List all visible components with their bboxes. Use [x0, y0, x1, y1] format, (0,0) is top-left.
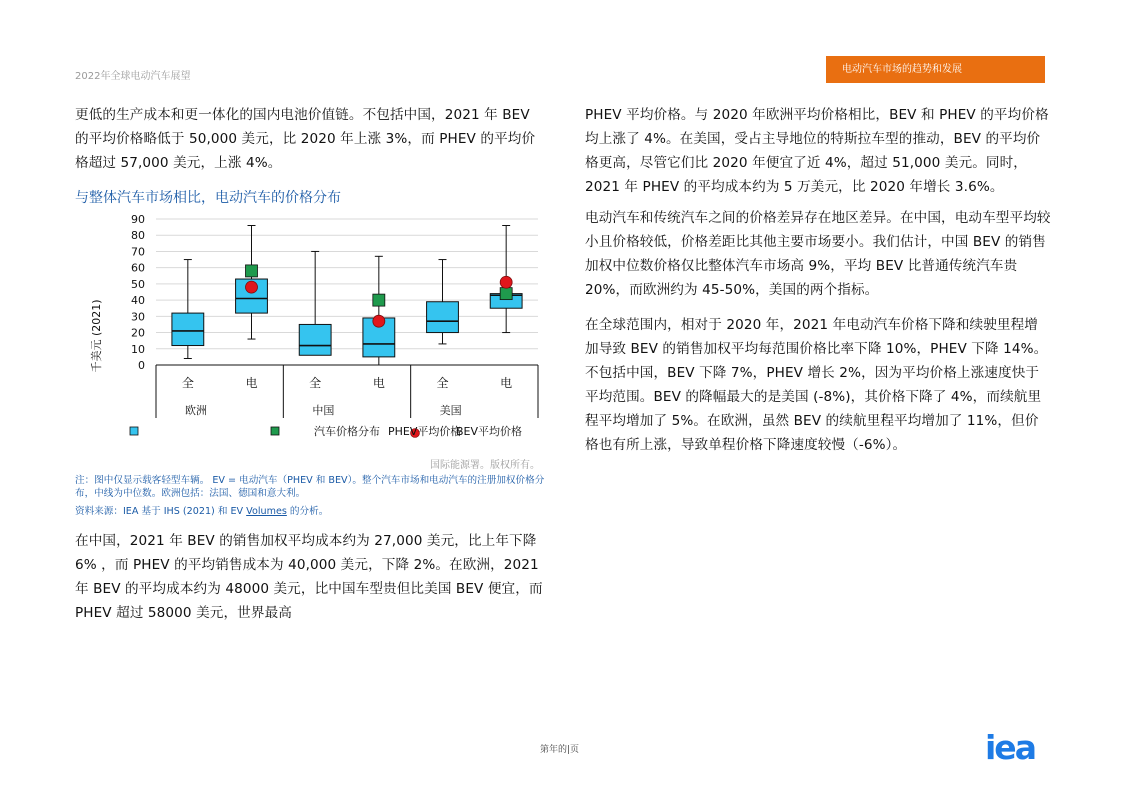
box-series	[172, 225, 522, 365]
y-tick-label: 90	[131, 213, 145, 226]
phev-average-marker	[373, 294, 385, 306]
y-axis-ticks	[131, 213, 145, 372]
legend-label: 汽车价格分布	[314, 425, 380, 438]
x-category-label: 全	[309, 376, 322, 390]
box-0	[172, 260, 204, 359]
x-category-label: 全	[436, 376, 449, 390]
iea-logo: iea	[985, 728, 1035, 767]
x-category-label: 电	[500, 376, 513, 390]
source-suffix: 的分析。	[286, 506, 329, 517]
running-title: 2022年全球电动汽车展望	[75, 71, 191, 82]
chart-gridlines	[156, 219, 538, 349]
figure-title: 与整体汽车市场相比，电动汽车的价格分布	[75, 190, 341, 206]
y-tick-label: 20	[131, 326, 145, 340]
price-distribution-chart	[75, 208, 545, 458]
phev-average-marker	[246, 265, 258, 277]
box-body	[172, 313, 204, 345]
page-number: 第年的|页	[540, 745, 580, 755]
y-tick-label: 0	[138, 359, 145, 372]
legend-square-swatch	[271, 427, 279, 435]
body-paragraph: 在全球范围内，相对于 2020 年，2021 年电动汽车价格下降和续驶里程增加导致 BEV 的销售加权平均每范围价格比率下降 10%，PHEV 下降 14%。不包括中国，BEV 下降 7%，PHEV 增长 2%，因为平均价格上涨速度快于平均范围。BEV 的降幅最大的是美国 (-8%)，其价格下降了 4%，而续航里程平均增加了 5%。在欧洲，虽然 BEV 的续航里程平均增加了 11%，但价格也有所上涨，导致单程价格下降速度较慢（-6%）。	[585, 317, 1048, 453]
x-category-label: 全	[181, 376, 194, 390]
source-link[interactable]: Volumes	[246, 506, 287, 517]
legend-box-swatch	[130, 427, 138, 435]
y-tick-label: 10	[131, 342, 145, 356]
y-axis-label: 千美元 (2021)	[90, 299, 103, 373]
x-category-label: 电	[372, 376, 385, 390]
box-4	[427, 260, 459, 344]
region-label: 美国	[439, 404, 462, 417]
y-tick-label: 40	[131, 294, 145, 308]
x-category-label: 电	[245, 376, 258, 390]
box-2	[299, 251, 331, 355]
y-tick-label: 60	[131, 261, 145, 275]
body-paragraph: PHEV 平均价格。与 2020 年欧洲平均价格相比，BEV 和 PHEV 的平均价格均上涨了 4%。在美国，受占主导地位的特斯拉车型的推动，BEV 的平均价格更高，尽管它们比 2020 年便宜了近 4%，超过 51,000 美元。同时，2021 年 PHEV 的平均成本约为 5 万美元，比 2020 年增长 3.6%。	[585, 107, 1049, 195]
x-axis	[156, 365, 538, 418]
phev-average-marker	[500, 288, 512, 300]
figure-source	[75, 503, 328, 517]
body-paragraph: 电动汽车和传统汽车之间的价格差异存在地区差异。在中国，电动车型平均较小且价格较低，价格差距比其他主要市场要小。我们估计，中国 BEV 的销售加权中位数价格仅比整体汽车市场高 9%，平均 BEV 比普通传统汽车贵 20%，而欧洲约为 45-50%，美国的两个指标。	[585, 210, 1051, 298]
y-tick-label: 80	[131, 229, 145, 243]
legend-label: BEV平均价格	[456, 425, 523, 438]
box-body	[299, 324, 331, 355]
chart-legend	[130, 424, 522, 438]
bev-average-marker	[500, 276, 512, 288]
box-3	[363, 256, 395, 365]
body-paragraph: 更低的生产成本和更一体化的国内电池价值链。不包括中国，2021 年 BEV 的平均价格略低于 50,000 美元，比 2020 年上涨 3%，而 PHEV 的平均价格超过 57,000 美元，上涨 4%。	[75, 107, 536, 171]
region-label: 中国	[312, 404, 335, 417]
bev-average-marker	[373, 315, 385, 327]
y-tick-label: 70	[131, 245, 145, 259]
body-paragraph: 在中国，2021 年 BEV 的销售加权平均成本约为 27,000 美元，比上年下降 6% ，而 PHEV 的平均销售成本为 40,000 美元，下降 2%。在欧洲，2021 年 BEV 的平均成本约为 48000 美元，比中国车型贵但比美国 BEV 便宜，而 PHEV 超过 58000 美元，世界最高	[75, 533, 543, 621]
figure-credit: 国际能源署。版权所有。	[430, 460, 540, 471]
section-tab: 电动汽车市场的趋势和发展	[826, 56, 1045, 83]
y-tick-label: 30	[131, 310, 145, 324]
bev-average-marker	[246, 281, 258, 293]
source-prefix: 资料来源：IEA 基于 IHS (2021) 和 EV	[75, 506, 247, 517]
legend-label: PHEV平均价格	[388, 425, 462, 438]
region-label: 欧洲	[185, 404, 207, 417]
box-body	[427, 302, 459, 333]
y-tick-label: 50	[131, 277, 145, 291]
figure-note: 注：图中仅显示载客轻型车辆。 EV = 电动汽车（PHEV 和 BEV）。整个汽车市场和电动汽车的注册加权价格分布，中线为中位数。欧洲包括：法国、德国和意大利。	[75, 475, 545, 499]
